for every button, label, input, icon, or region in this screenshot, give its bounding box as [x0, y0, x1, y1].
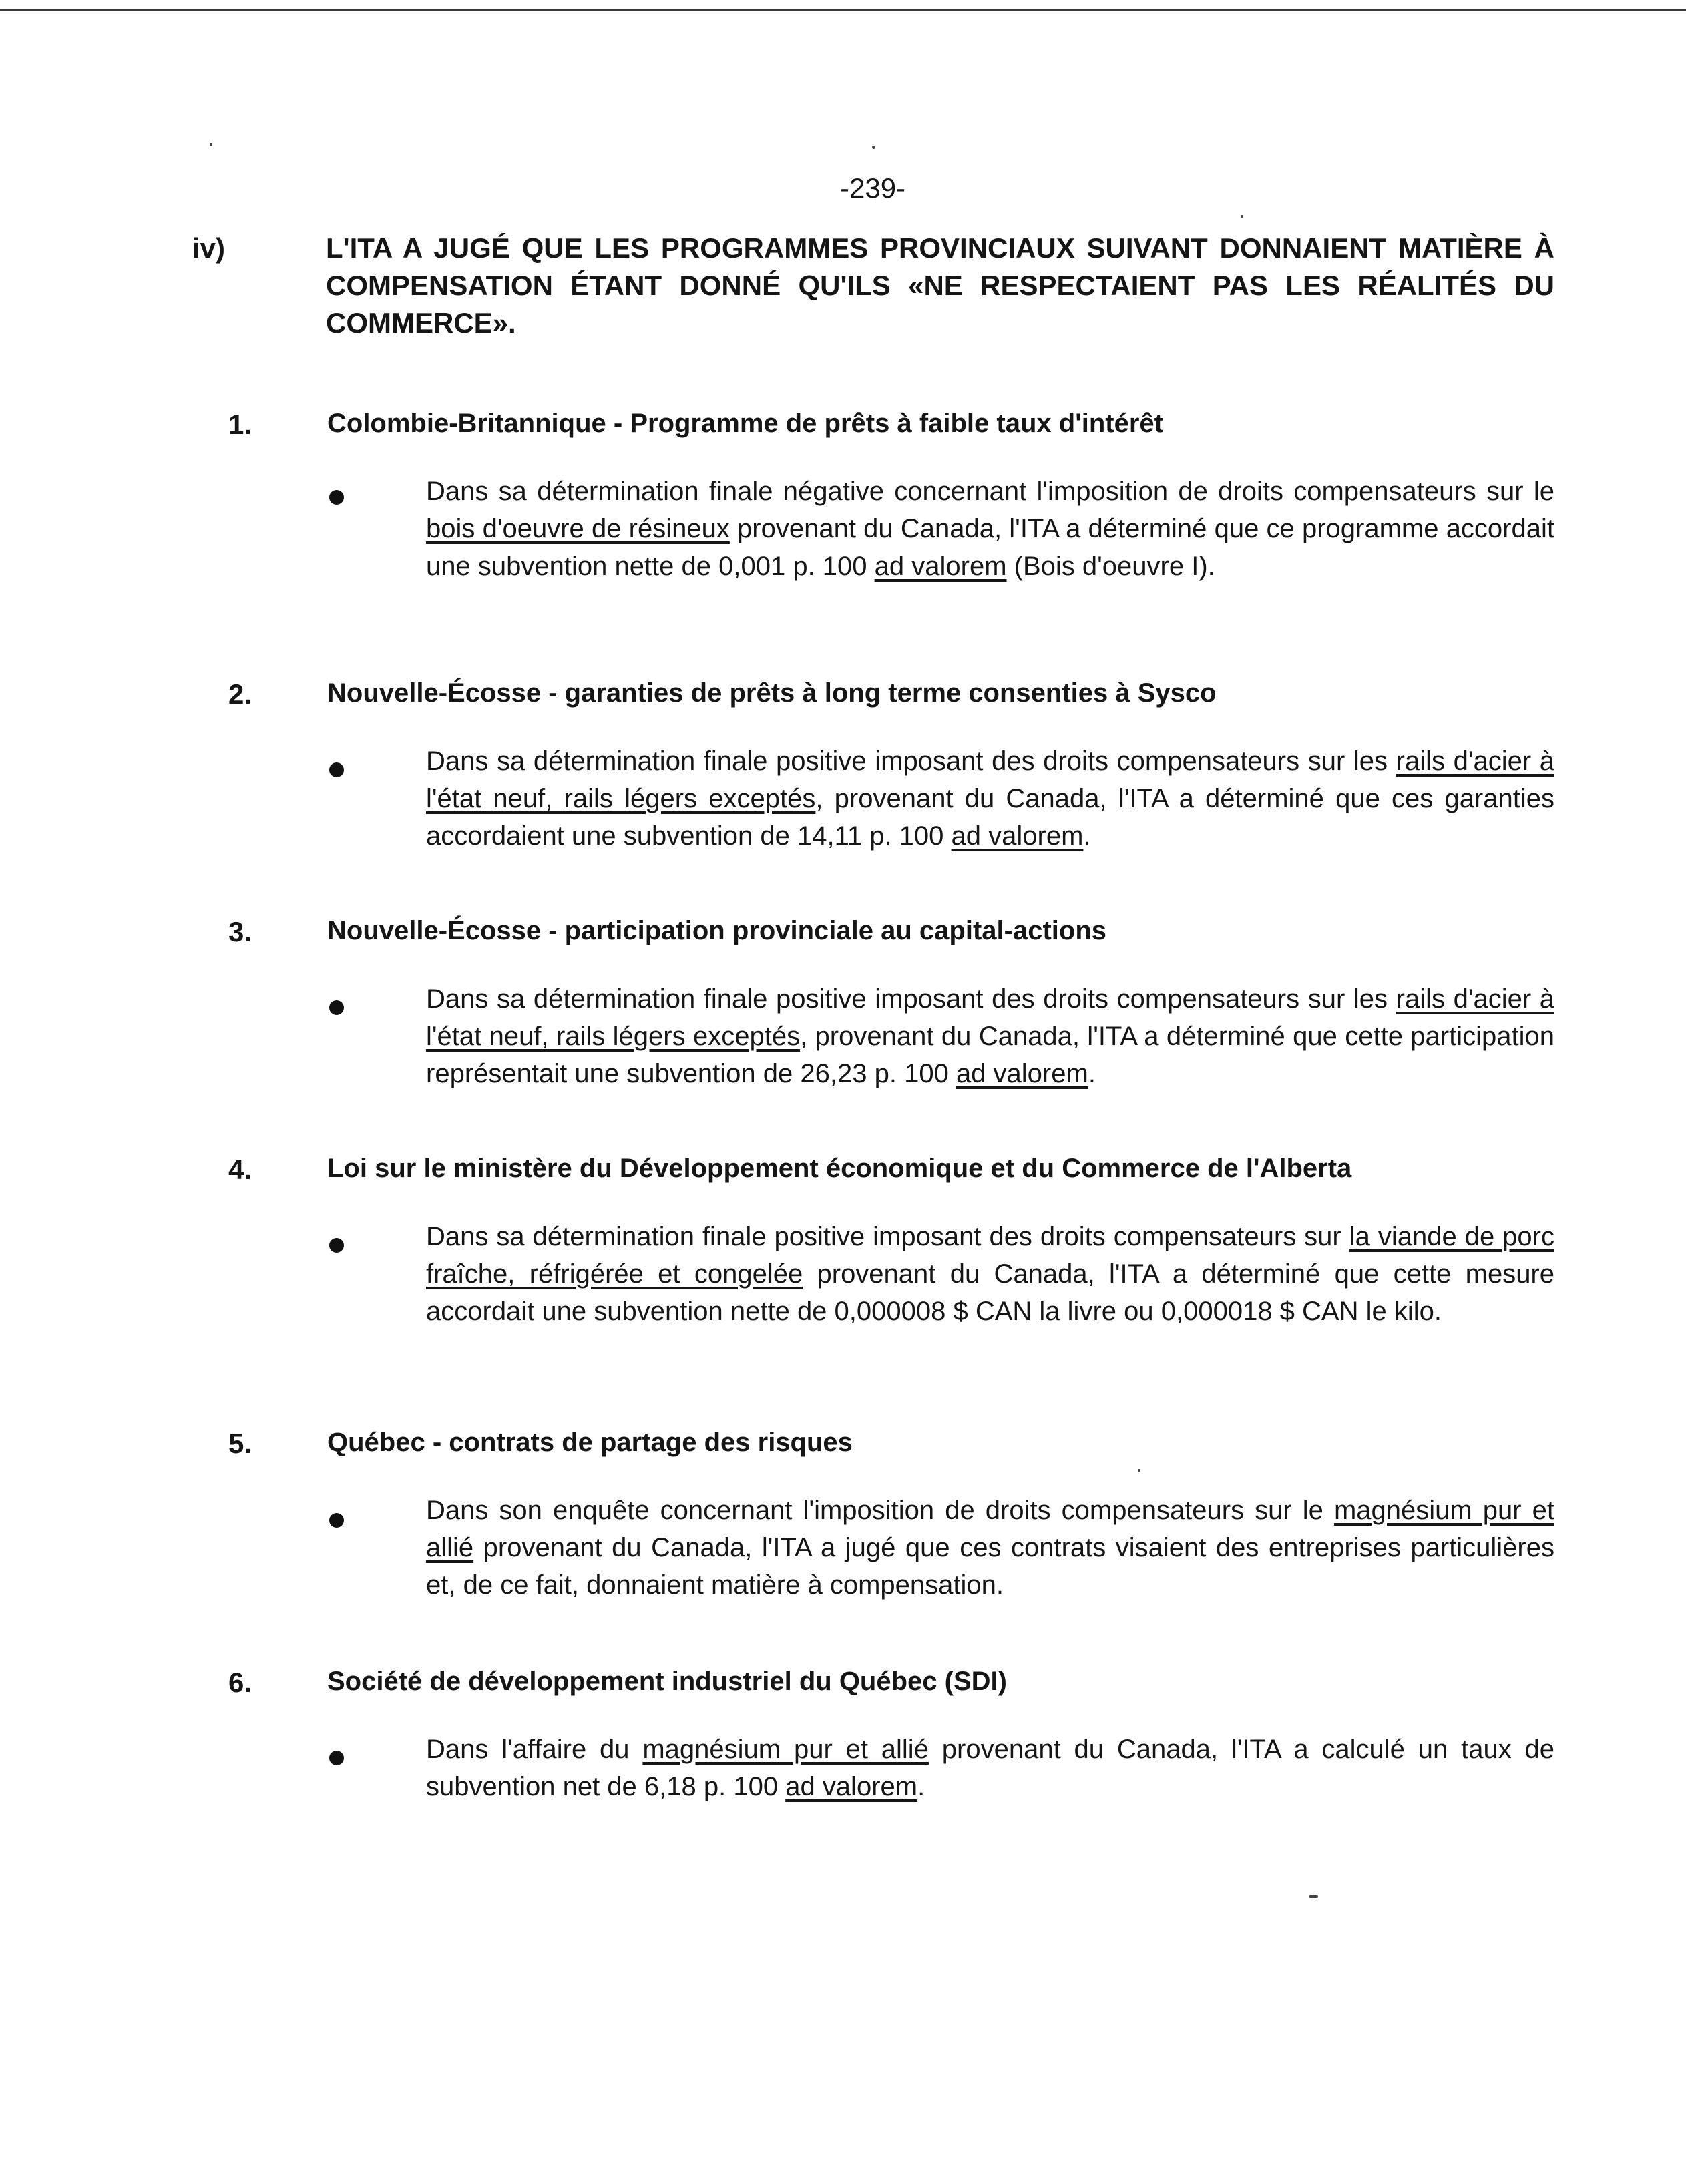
scan-speck — [1309, 1895, 1318, 1898]
body-text: provenant du Canada, l'ITA a calculé un taux de subvention net de 6,18 p. 100 — [426, 1735, 1555, 1801]
item-body — [426, 980, 1554, 1092]
body-text: , provenant du Canada, l'ITA a déterminé que cette participation représentait une subvention de 26,23 p. 100 — [426, 1022, 1554, 1088]
body-text: , provenant du Canada, l'ITA a déterminé que ces garanties accordaient une subvention de 14,11 p. 100 — [426, 784, 1554, 851]
item-body — [426, 1731, 1554, 1805]
body-text: Dans sa détermination finale positive imposant des droits compensateurs sur les — [426, 746, 1396, 776]
body-text: provenant du Canada, l'ITA a jugé que ces contrats visaient des entreprises particulières et, de ce fait, donnaient matière à compensation. — [426, 1533, 1554, 1600]
item-number: 5. — [228, 1428, 252, 1459]
body-text: Dans son enquête concernant l'imposition de droits compensateurs sur le — [426, 1496, 1334, 1525]
item-number: 1. — [228, 409, 252, 440]
item-title: Société de développement industriel du Québec (SDI) — [327, 1667, 1007, 1696]
item-number: 2. — [228, 678, 252, 710]
body-text: provenant du Canada, l'ITA a déterminé que cette mesure accordait une subvention nette de 0,000008 $ CAN la livre ou 0,000018 $ CAN le kilo. — [426, 1259, 1554, 1326]
underlined-term: ad valorem — [956, 1059, 1088, 1088]
scan-top-rule — [0, 9, 1686, 11]
body-text: Dans sa détermination finale positive imposant des droits compensateurs sur — [426, 1222, 1349, 1251]
item-body — [426, 742, 1554, 855]
item-number: 6. — [228, 1667, 252, 1698]
bullet-icon — [329, 1751, 344, 1765]
body-text: (Bois d'oeuvre I). — [1006, 552, 1215, 581]
body-text: . — [917, 1772, 925, 1801]
scan-speck — [1138, 1469, 1140, 1472]
body-text: Dans sa détermination finale négative concernant l'imposition de droits compensateurs sur le — [426, 477, 1554, 506]
item-body — [426, 1492, 1554, 1604]
scan-speck — [1241, 215, 1243, 218]
underlined-term: ad valorem — [951, 821, 1084, 851]
scan-speck — [872, 146, 875, 149]
underlined-term: magnésium pur et allié — [426, 1496, 1554, 1562]
body-text: provenant du Canada, l'ITA a déterminé que ce programme accordait une subvention nette de 0,001 p. 100 — [426, 514, 1554, 581]
page-number: -239- — [840, 172, 906, 204]
item-title: Nouvelle-Écosse - participation provinciale au capital-actions — [327, 916, 1106, 945]
underlined-term: ad valorem — [785, 1772, 918, 1801]
section-roman-numeral: iv) — [192, 232, 226, 264]
bullet-icon — [329, 1000, 344, 1015]
body-text: . — [1088, 1059, 1096, 1088]
item-title: Nouvelle-Écosse - garanties de prêts à long terme consenties à Sysco — [327, 678, 1217, 708]
underlined-term: magnésium pur et allié — [642, 1735, 929, 1764]
underlined-term: la viande de porc fraîche, réfrigérée et congelée — [426, 1222, 1554, 1289]
scan-speck — [210, 143, 212, 146]
underlined-term: rails d'acier à l'état neuf, rails légers exceptés — [426, 984, 1554, 1051]
underlined-term: bois d'oeuvre de résineux — [426, 514, 730, 543]
item-number: 3. — [228, 916, 252, 947]
item-body — [426, 473, 1554, 585]
bullet-icon — [329, 762, 344, 777]
body-text: Dans l'affaire du — [426, 1735, 643, 1764]
body-text: Dans sa détermination finale positive imposant des droits compensateurs sur les — [426, 984, 1396, 1014]
bullet-icon — [329, 1513, 344, 1528]
item-title: Loi sur le ministère du Développement économique et du Commerce de l'Alberta — [327, 1154, 1352, 1183]
underlined-term: ad valorem — [874, 552, 1007, 581]
item-title: Colombie-Britannique - Programme de prêts à faible taux d'intérêt — [327, 409, 1163, 438]
bullet-icon — [329, 1238, 344, 1253]
body-text: . — [1083, 821, 1091, 851]
item-body — [426, 1218, 1554, 1330]
underlined-term: rails d'acier à l'état neuf, rails légers exceptés — [426, 746, 1554, 813]
bullet-icon — [329, 490, 344, 505]
item-number: 4. — [228, 1154, 252, 1185]
item-title: Québec - contrats de partage des risques — [327, 1428, 853, 1457]
section-heading-text: L'ITA A JUGÉ QUE LES PROGRAMMES PROVINCIAUX SUIVANT DONNAIENT MATIÈRE À COMPENSATION ÉTANT DONNÉ QU'ILS «NE RESPECTAIENT PAS LES RÉALITÉS DU COMMERCE». — [326, 232, 1554, 339]
